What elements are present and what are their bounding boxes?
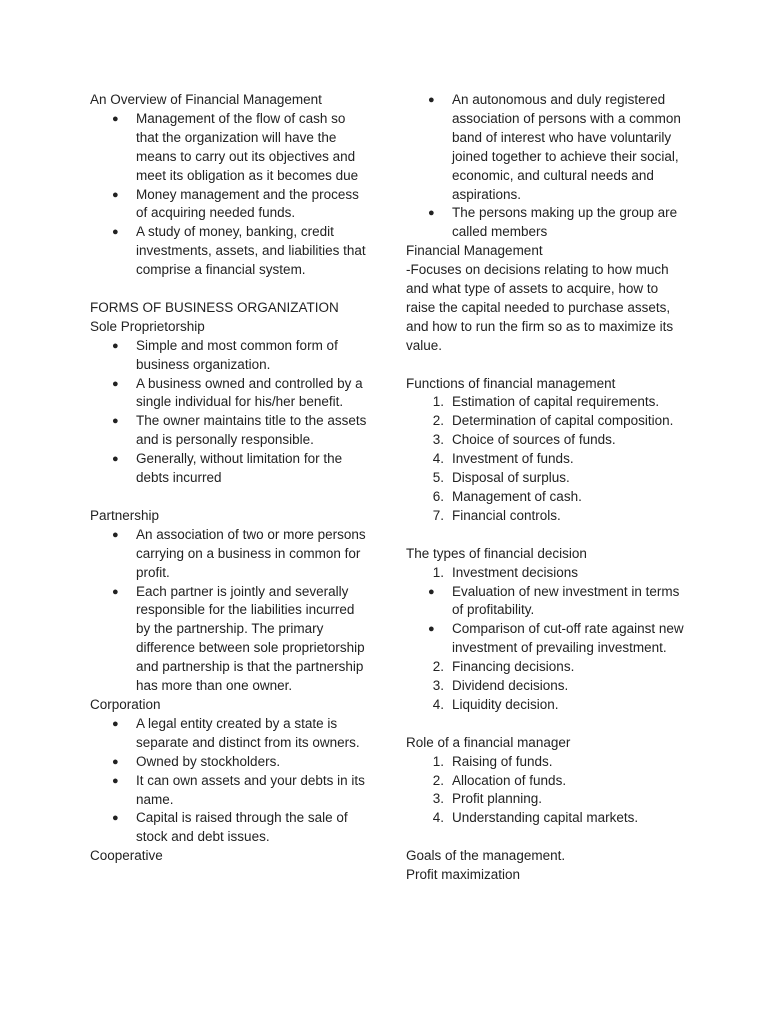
spacer xyxy=(406,356,688,375)
list-item: ● A business owned and controlled by a single individual for his/her benefit. xyxy=(112,375,363,410)
bullet-icon: ● xyxy=(112,774,119,787)
list-item: 1. Raising of funds. xyxy=(432,753,553,769)
list-item: ● An autonomous and duly registered association of persons with a common band of interest who have voluntarily joined together to achieve their social, economic, and cultural needs and aspirations. xyxy=(428,92,681,202)
bullet-icon: ● xyxy=(428,207,435,220)
functions-list xyxy=(406,393,688,525)
overview-item: ● Money management and the process of acquiring needed funds. xyxy=(112,186,359,221)
sole-proprietorship-heading: Sole Proprietorship xyxy=(90,318,205,334)
decision-types-list xyxy=(406,564,688,715)
cooperative-list xyxy=(406,91,688,242)
corporation-list xyxy=(90,715,370,847)
role-list xyxy=(406,753,688,829)
bullet-icon: ● xyxy=(428,585,435,598)
partnership-heading: Partnership xyxy=(90,507,160,523)
bullet-icon: ● xyxy=(112,112,119,125)
bullet-icon: ● xyxy=(112,755,119,768)
bullet-icon: ● xyxy=(428,94,435,106)
list-item: 4. Investment of funds. xyxy=(432,451,574,467)
bullet-icon: ● xyxy=(112,717,119,730)
list-item: 2. Financing decisions. xyxy=(432,659,575,675)
list-item: 5. Disposal of surplus. xyxy=(432,470,570,486)
spacer xyxy=(90,488,370,507)
functions-heading: Functions of financial management xyxy=(406,375,616,391)
spacer xyxy=(406,526,688,545)
right-column xyxy=(406,91,688,885)
list-item: 3. Dividend decisions. xyxy=(432,678,569,694)
bullet-icon: ● xyxy=(112,188,119,201)
bullet-icon: ● xyxy=(112,528,119,541)
list-item: ● Capital is raised through the sale of stock and debt issues. xyxy=(112,810,348,845)
sole-proprietorship-list xyxy=(90,337,370,488)
overview-heading: An Overview of Financial Management xyxy=(90,92,322,107)
spacer xyxy=(90,280,370,299)
spacer xyxy=(406,828,688,847)
decision-types-heading: The types of financial decision xyxy=(406,545,587,561)
list-item: 4. Liquidity decision. xyxy=(432,696,559,712)
forms-heading: FORMS OF BUSINESS ORGANIZATION xyxy=(90,299,339,315)
list-item: 1. Investment decisions xyxy=(432,564,579,580)
bullet-icon: ● xyxy=(112,226,119,239)
corporation-heading: Corporation xyxy=(90,696,161,712)
overview-list xyxy=(90,110,370,280)
list-item: ● An association of two or more persons carrying on a business in common for profit. xyxy=(112,526,366,580)
list-item: 3. Choice of sources of funds. xyxy=(432,432,616,448)
goals-heading: Goals of the management. xyxy=(406,848,566,864)
list-item: ● The owner maintains title to the assets and is personally responsible. xyxy=(112,413,367,448)
list-item: ● Evaluation of new investment in terms of profitability. xyxy=(428,583,680,618)
list-item: 4. Understanding capital markets. xyxy=(432,810,639,826)
list-item: ● A legal entity created by a state is separate and distinct from its owners. xyxy=(112,715,360,750)
overview-item: ● Management of the flow of cash so that the organization will have the means to carry out its objectives and meet its obligation as it becomes due xyxy=(112,110,359,183)
financial-management-text: -Focuses on decisions relating to how much and what type of assets to acquire, how to raise the capital needed to purchase assets, and how to run the firm so as to maximize its value. xyxy=(406,262,674,353)
role-heading: Role of a financial manager xyxy=(406,734,571,750)
bullet-icon: ● xyxy=(112,377,119,390)
list-item: ● Simple and most common form of business organization. xyxy=(112,337,338,372)
financial-management-heading: Financial Management xyxy=(406,243,543,259)
bullet-icon: ● xyxy=(112,415,119,428)
list-item: ● Comparison of cut-off rate against new investment of prevailing investment. xyxy=(428,621,684,656)
list-item: 6. Management of cash. xyxy=(432,489,582,505)
profit-maximization-heading: Profit maximization xyxy=(406,867,521,883)
bullet-icon: ● xyxy=(112,585,119,598)
spacer xyxy=(406,715,688,734)
list-item: ● The persons making up the group are called members xyxy=(428,205,678,240)
list-item: ● Generally, without limitation for the debts incurred xyxy=(112,451,343,486)
bullet-icon: ● xyxy=(112,812,119,825)
list-item: ● Owned by stockholders. xyxy=(90,753,370,772)
bullet-icon: ● xyxy=(112,339,119,352)
list-item: 2. Determination of capital composition. xyxy=(432,413,674,429)
cooperative-heading: Cooperative xyxy=(90,848,163,864)
list-item: ● It can own assets and your debts in its name. xyxy=(112,772,365,807)
list-item: 7. Financial controls. xyxy=(432,507,561,523)
list-item: 2. Allocation of funds. xyxy=(432,772,567,788)
list-item: ● Each partner is jointly and severally responsible for the liabilities incurred by the partnership. The primary difference between sole proprietorship and partnership is that the partnership has more than one owner. xyxy=(112,583,365,694)
partnership-list xyxy=(90,526,370,696)
overview-item: ● A study of money, banking, credit investments, assets, and liabilities that comprise a financial system. xyxy=(112,224,366,278)
list-item: 3. Profit planning. xyxy=(432,791,543,807)
list-item: 1. Estimation of capital requirements. xyxy=(432,394,660,410)
left-column xyxy=(90,91,370,866)
bullet-icon: ● xyxy=(112,453,119,466)
bullet-icon: ● xyxy=(428,623,435,636)
